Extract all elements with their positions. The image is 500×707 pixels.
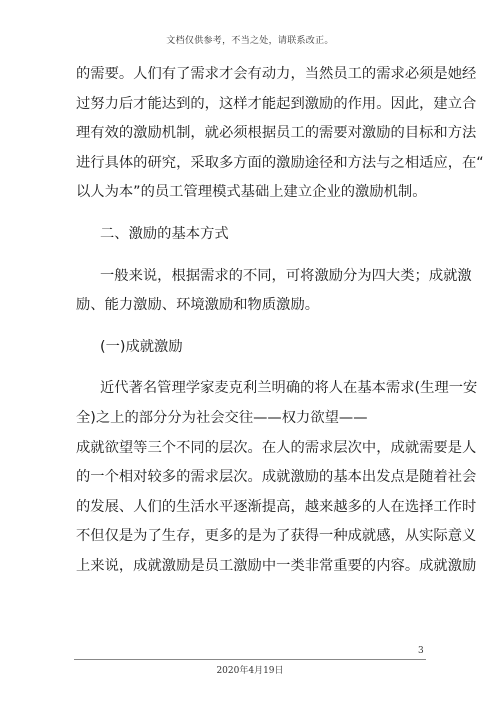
paragraph-line: 上来说，成就激励是员工激励中一类非常重要的内容。成就激励	[76, 557, 477, 574]
paragraph-line: 成就欲望等三个不同的层次。在人的需求层次中，成就需要是人	[76, 439, 477, 456]
page-number: 3	[418, 646, 424, 656]
paragraph-line: 过努力后才能达到的，这样才能起到激励的作用。因此，建立合	[76, 95, 477, 112]
paragraph-line: 进行具体的研究，采取多方面的激励途径和方法与之相适应，在“	[76, 154, 484, 171]
paragraph-line: 理有效的激励机制，就必须根据员工的需要对激励的目标和方法	[76, 125, 477, 142]
section-heading: 二、激励的基本方式	[100, 225, 229, 242]
paragraph-line: 不但仅是为了生存，更多的是为了获得一种成就感，从实际意义	[76, 528, 477, 545]
paragraph-line: 的发展、人们的生活水平逐渐提高，越来越多的人在选择工作时	[76, 498, 477, 515]
document-body	[76, 60, 484, 582]
paragraph-line: 近代著名管理学家麦克利兰明确的将人在基本需求(生理一安	[100, 380, 478, 397]
subsection-heading: (一)成就激励	[100, 338, 183, 355]
paragraph-line: 的一个相对较多的需求层次。成就激励的基本出发点是随着社会	[76, 469, 477, 486]
footer-divider	[74, 659, 426, 660]
paragraph-line: 励、能力激励、环境激励和物质激励。	[76, 297, 320, 314]
paragraph-line: 全)之上的部分分为社会交往——权力欲望——	[76, 409, 368, 426]
paragraph-line: 的需要。人们有了需求才会有动力，当然员工的需求必须是她经	[76, 66, 477, 82]
header-note: 文档仅供参考，不当之处，请联系改正。	[166, 36, 334, 46]
footer-date: 2020年4月19日	[216, 666, 284, 676]
paragraph-line: 以人为本”的员工管理模式基础上建立企业的激励机制。	[76, 184, 427, 201]
paragraph-line: 一般来说，根据需求的不同，可将激励分为四大类；成就激	[100, 267, 472, 284]
